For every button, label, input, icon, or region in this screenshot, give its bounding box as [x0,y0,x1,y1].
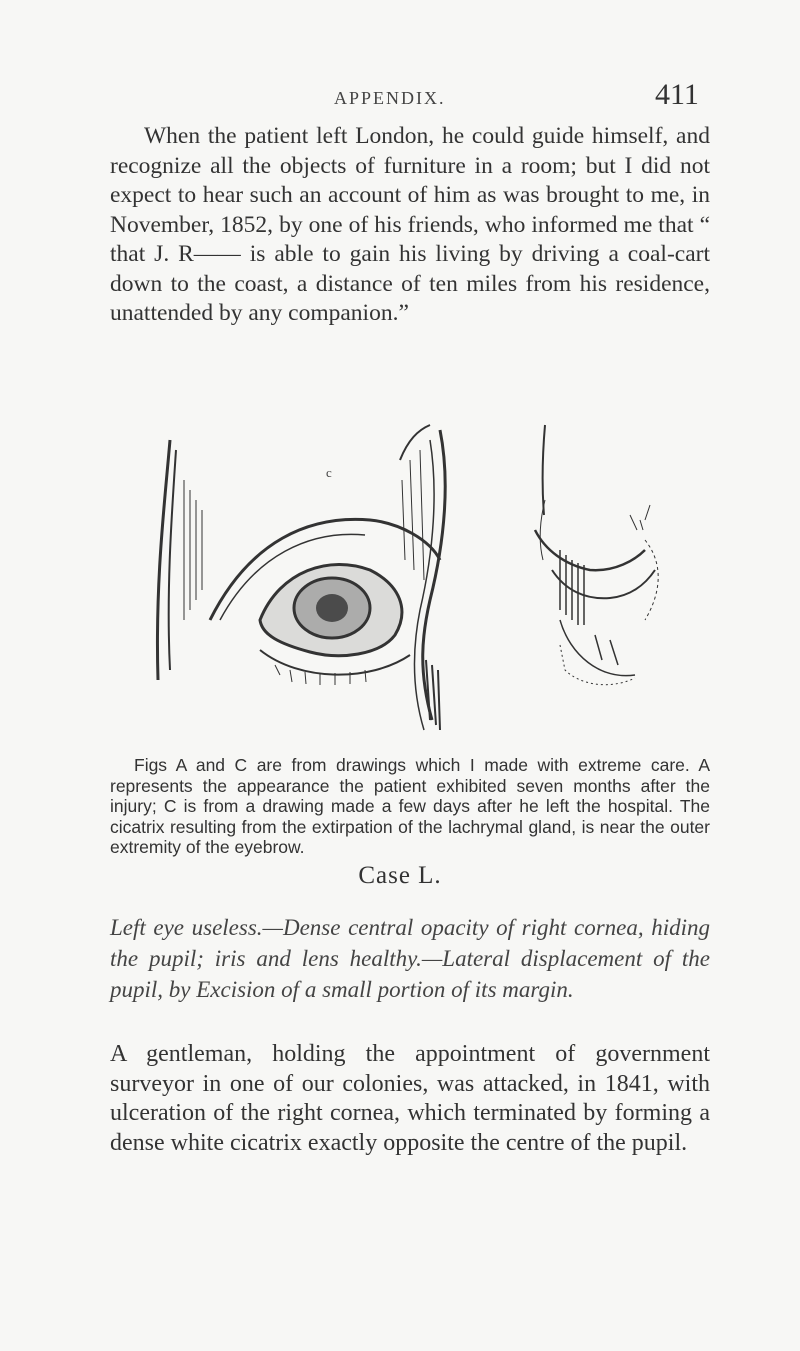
figure-a-eye-drawing [157,425,445,730]
running-head [0,78,800,118]
figure-label-c: c [326,465,332,480]
page-number: 411 [655,78,699,111]
eye-drawing-svg [140,420,680,745]
case-heading: Case L. [358,862,442,889]
running-head-title: APPENDIX. [334,88,446,108]
paragraph-1: When the patient left London, he could guide himself, and recognize all the objects of furniture in a room; but I did not expect to hear such an account of him as was brought to me, in November, 1852, by one of his friends, who informed me that “ that J. R—— is able to gain his living by driving a coal-cart down to the coast, a distance of ten miles from his residence, unattended by any companion.” [110,123,710,326]
figure-caption: Figs A and C are from drawings which I made with extreme care. A represents the appearance the patient exhibited seven months after the injury; C is from a drawing made a few days after he left the hospital. The cicatrix resulting from the extirpation of the lachrymal gland, is near the outer extremity of the eyebrow. [110,755,710,857]
eye-illustration [140,420,680,745]
paragraph-2: A gentleman, holding the appointment of government surveyor in one of our colonies, was attacked, in 1841, with ulceration of the right cornea, which terminated by forming a dense white cicatrix exactly opposite the centre of the pupil. [110,1041,710,1156]
case-synopsis: Left eye useless.—Dense central opacity of right cornea, hiding the pupil; iris and lens healthy.—Lateral displacement of the pupil, by Excision of a small portion of its margin. [110,915,710,1002]
figure-c-eye-drawing [535,425,658,685]
